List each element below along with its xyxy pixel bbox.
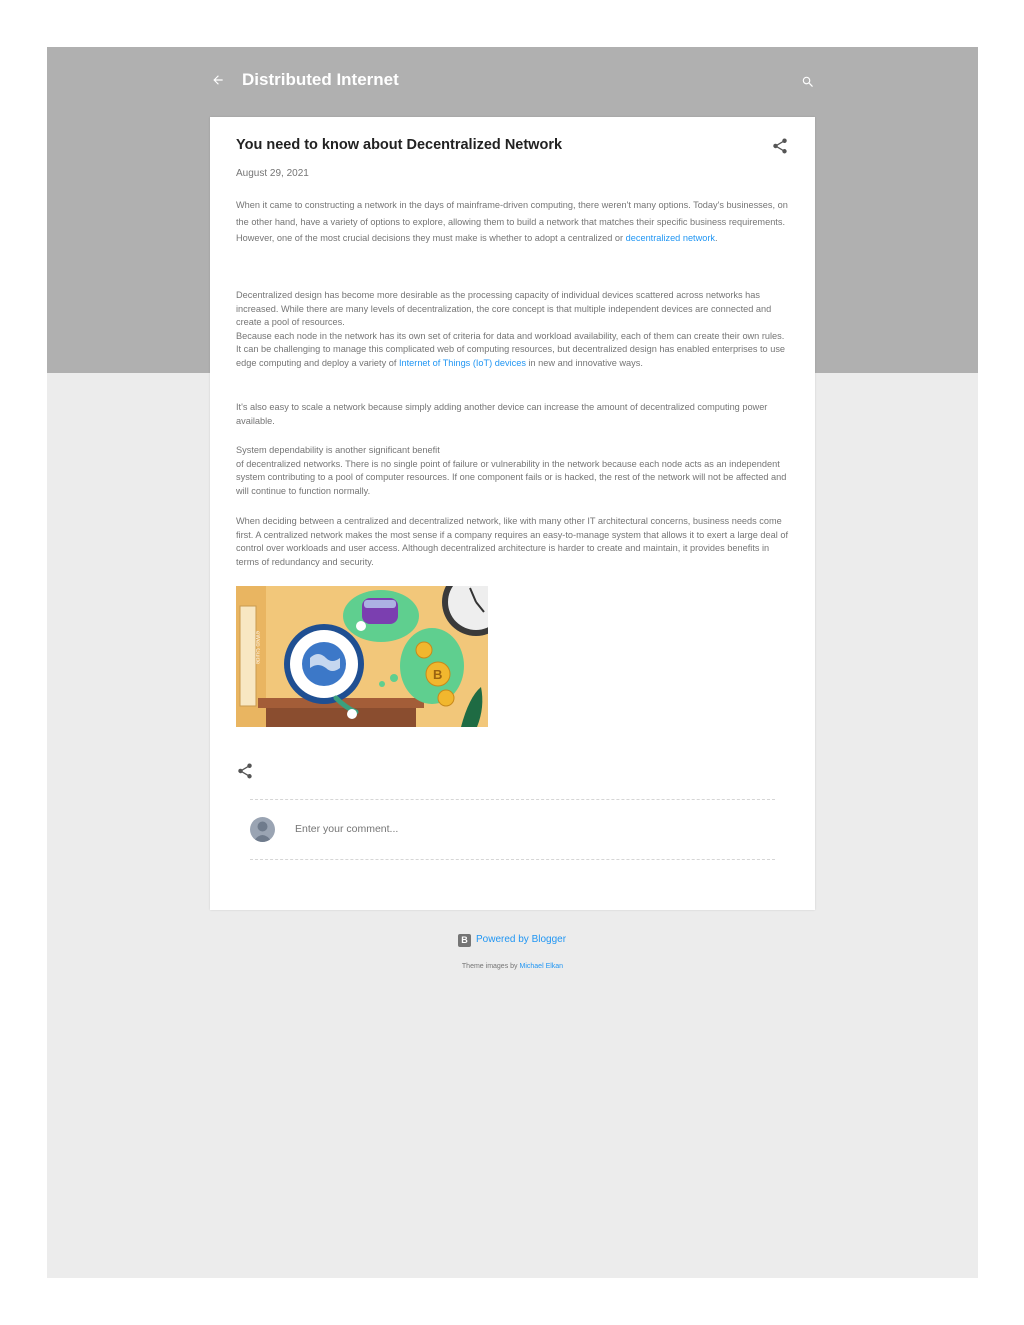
paragraph-intro — [236, 197, 789, 247]
watermark-text: eWeb Guide — [254, 631, 260, 665]
theme-author-link[interactable]: Michael Elkan — [519, 963, 564, 970]
paragraph-design-b-text: Because each node in the network has its own set of criteria for data and workload availability, each of them can create their own rules. It can be challenging to manage this complicated web of computing resources, but decentralized design has enabled enterprises to use edge computing and deploy a variety of — [236, 330, 786, 368]
powered-by-blogger-link[interactable] — [458, 933, 566, 947]
comment-divider-bottom — [250, 859, 775, 860]
paragraph-dependability-line1: System dependability is another significant benefit — [236, 445, 440, 455]
paragraph-dependability — [236, 444, 789, 498]
post-date: August 29, 2021 — [236, 168, 309, 179]
share-button-bottom[interactable] — [236, 762, 254, 780]
svg-text:B: B — [433, 667, 443, 682]
theme-credit — [47, 962, 978, 972]
imf-illustration — [236, 586, 488, 727]
decentralized-network-link[interactable]: decentralized network — [625, 233, 716, 243]
paragraph-design-b-end: in new and innovative ways. — [525, 357, 643, 368]
page-frame — [47, 47, 978, 1278]
post-title: You need to know about Decentralized Network — [236, 137, 563, 153]
share-icon — [771, 137, 789, 155]
user-avatar-icon — [250, 817, 275, 842]
back-button[interactable] — [207, 69, 229, 91]
paragraph-scale: It's also easy to scale a network because simply adding another device can increase the amount of decentralized computing power available. — [236, 402, 768, 426]
comment-divider-top — [250, 799, 775, 800]
comment-input[interactable] — [295, 819, 735, 839]
paragraph-intro-text: When it came to constructing a network in the days of mainframe-driven computing, there weren't many options. Today's businesses, on the other hand, have a variety of options to explore, allowing them to build a network that matches their specific business requirements. However, one of the most crucial decisions they must make is whether to adopt a centralized or — [236, 200, 788, 243]
paragraph-intro-end: . — [715, 233, 718, 243]
arrow-left-icon — [211, 73, 225, 87]
paragraph-dependability-rest: of decentralized networks. There is no single point of failure or vulnerability in the network because each node acts as an independent system contributing to a pool of computer resources. If one component fails or is hacked, the rest of the network will not be affected and will continue to function normally. — [236, 458, 787, 496]
search-icon — [801, 75, 815, 89]
share-icon — [236, 762, 254, 780]
theme-credit-prefix: Theme images by — [461, 963, 520, 970]
post-card — [210, 117, 815, 910]
paragraph-design-b — [236, 330, 789, 371]
paragraph-design-a: Decentralized design has become more desirable as the processing capacity of individual devices scattered across networks has increased. While there are many levels of decentralization, the core concept is that multiple independent devices are connected and create a pool of resources. — [236, 290, 772, 328]
share-button-top[interactable] — [771, 137, 789, 155]
paragraph-conclusion: When deciding between a centralized and decentralized network, like with many other IT architectural concerns, business needs come first. A centralized network makes the most sense if a company requires an easy-to-manage system that allows it to exert a large deal of control over workloads and user access. Although decentralized architecture is harder to create and maintain, it provides benefits in terms of redundancy and security. — [236, 516, 789, 567]
paragraph-design — [236, 289, 789, 371]
search-button[interactable] — [797, 71, 819, 93]
blogger-icon: B — [458, 934, 471, 947]
blog-title[interactable]: Distributed Internet — [242, 70, 399, 89]
post-image[interactable] — [236, 586, 488, 727]
powered-by-label: Powered by Blogger — [476, 934, 567, 945]
iot-devices-link[interactable]: Internet of Things (IoT) devices — [398, 357, 526, 368]
